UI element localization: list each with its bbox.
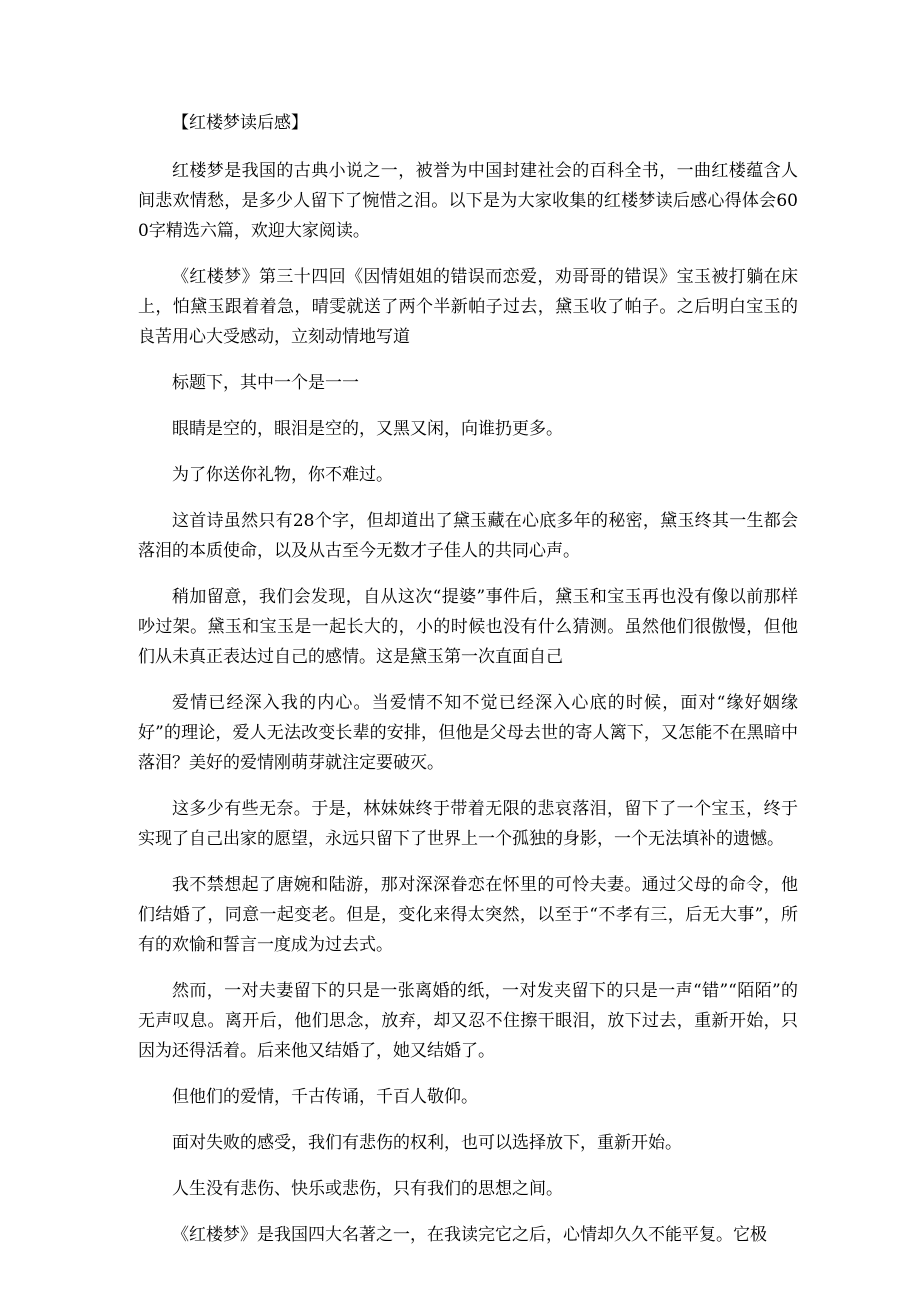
document-title: 【红楼梦读后感】: [172, 113, 308, 133]
paragraph: 《红楼梦》是我国四大名著之一，在我读完它之后，心情却久久不能平复。它极: [172, 1225, 767, 1245]
paragraph: 面对失败的感受，我们有悲伤的权利，也可以选择放下，重新开始。: [172, 1133, 682, 1153]
paragraph: 爱情已经深入我的内心。当爱情不知不觉已经深入心底的时候，面对“缘好姻缘好”的理论，爱人无法改变长辈的安排，但他是父母去世的寄人篱下，又怎能不在黑暗中落泪？美好的爱情刚萌芽就注定要破灭。: [138, 693, 798, 773]
paragraph: 这多少有些无奈。于是，林妹妹终于带着无限的悲哀落泪，留下了一个宝玉，终于实现了自己出家的愿望，永远只留下了世界上一个孤独的身影，一个无法填补的遗憾。: [138, 799, 798, 849]
paragraph: 标题下，其中一个是一一: [172, 373, 359, 393]
paragraph: 稍加留意，我们会发现，自从这次“提婆”事件后，黛玉和宝玉再也没有像以前那样吵过架。黛玉和宝玉是一起长大的，小的时候也没有什么猜测。虽然他们很傲慢，但他们从未真正表达过自己的感情。这是黛玉第一次直面自己: [138, 587, 798, 667]
paragraph: 但他们的爱情，千古传诵，千百人敬仰。: [172, 1087, 478, 1107]
paragraph: 《红楼梦》第三十四回《因情姐姐的错误而恋爱，劝哥哥的错误》宝玉被打躺在床上，怕黛玉跟着着急，晴雯就送了两个半新帕子过去，黛玉收了帕子。之后明白宝玉的良苦用心大受感动，立刻动情地写道: [138, 267, 798, 347]
paragraph: 为了你送你礼物，你不难过。: [172, 465, 393, 485]
paragraph: 眼睛是空的，眼泪是空的，又黑又闲，向谁扔更多。: [172, 419, 563, 439]
paragraph: 人生没有悲伤、快乐或悲伤，只有我们的思想之间。: [172, 1179, 563, 1199]
paragraph: 这首诗虽然只有28个字，但却道出了黛玉藏在心底多年的秘密，黛玉终其一生都会落泪的本质使命，以及从古至今无数才子佳人的共同心声。: [138, 511, 798, 561]
paragraph: 然而，一对夫妻留下的只是一张离婚的纸，一对发夹留下的只是一声“错”“陌陌”的无声叹息。离开后，他们思念，放弃，却又忍不住擦干眼泪，放下过去，重新开始，只因为还得活着。后来他又结婚了，她又结婚了。: [138, 981, 798, 1061]
document-page: [138, 108, 798, 1266]
paragraph: 红楼梦是我国的古典小说之一，被誉为中国封建社会的百科全书，一曲红楼蕴含人间悲欢情愁，是多少人留下了惋惜之泪。以下是为大家收集的红楼梦读后感心得体会600字精选六篇，欢迎大家阅读。: [138, 161, 798, 241]
paragraph: 我不禁想起了唐婉和陆游，那对深深眷恋在怀里的可怜夫妻。通过父母的命令，他们结婚了，同意一起变老。但是，变化来得太突然，以至于“不孝有三，后无大事”，所有的欢愉和誓言一度成为过去式。: [138, 875, 798, 955]
